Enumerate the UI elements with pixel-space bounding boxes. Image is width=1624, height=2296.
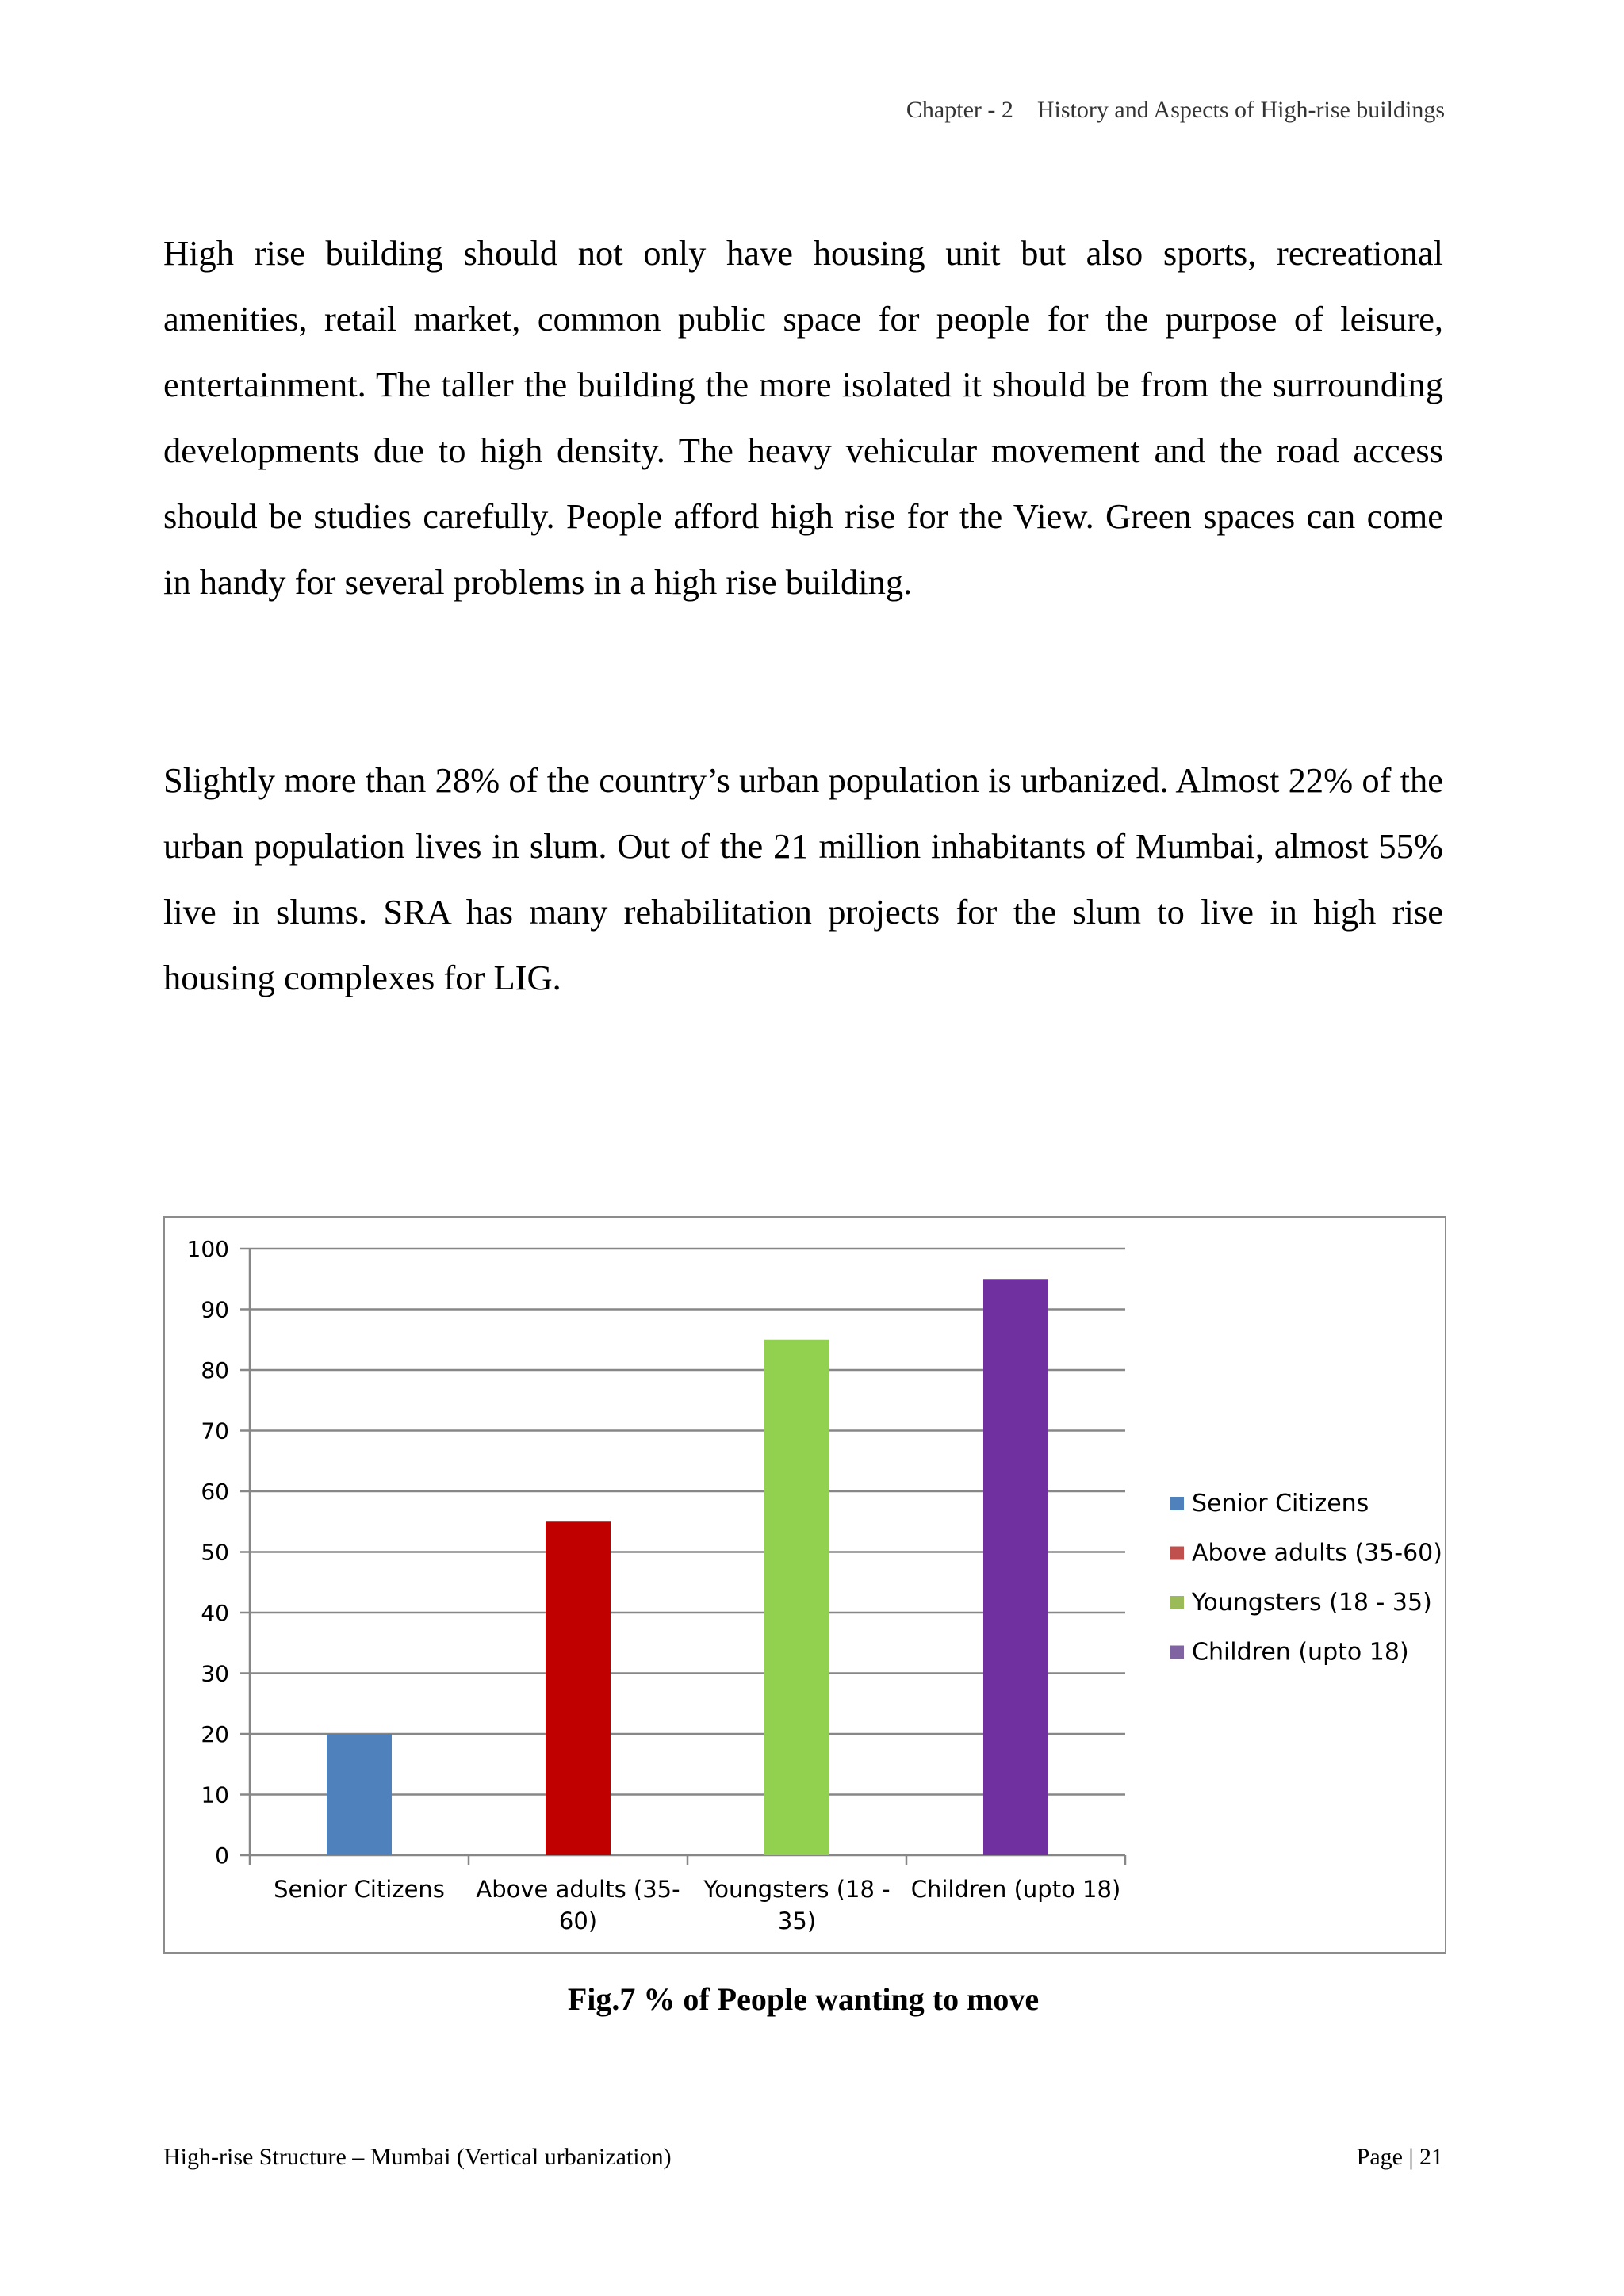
y-tick-label: 10 <box>201 1781 229 1808</box>
bar-chart-svg <box>165 1218 1444 1951</box>
bar-2 <box>546 1521 611 1855</box>
header-chapter: Chapter - 2 <box>906 97 1013 123</box>
x-tick-label: Above adults (35- <box>476 1876 680 1903</box>
header-title: History and Aspects of High-rise buildings <box>1036 97 1445 123</box>
running-header <box>163 97 1445 124</box>
y-tick-label: 60 <box>201 1479 229 1505</box>
legend-label: Senior Citizens <box>1192 1490 1369 1517</box>
body-paragraph-1: High rise building should not only have housing unit but also sports, recreational amenities, retail market, common public space for people for the purpose of leisure, entertainment. The taller the building the more isolated it should be from the surrounding developments due to high density. The heavy vehicular movement and the road access should be studies carefully. People afford high rise for the View. Green spaces can come in handy for several problems in a high rise building. <box>163 233 1443 602</box>
y-tick-label: 0 <box>215 1843 229 1869</box>
footer-title: High-rise Structure – Mumbai (Vertical urbanization) <box>163 2144 672 2170</box>
y-tick-label: 100 <box>186 1236 229 1262</box>
y-tick-label: 20 <box>201 1721 229 1747</box>
legend-swatch <box>1170 1547 1184 1560</box>
bar-chart <box>163 1216 1446 1954</box>
legend-swatch <box>1170 1646 1184 1659</box>
bar-1 <box>327 1734 392 1855</box>
y-tick-label: 50 <box>201 1539 229 1566</box>
y-tick-label: 30 <box>201 1660 229 1687</box>
legend-label: Youngsters (18 - 35) <box>1192 1589 1432 1617</box>
footer-page-number: Page | 21 <box>1356 2144 1443 2170</box>
bar-3 <box>764 1340 829 1855</box>
y-tick-label: 70 <box>201 1418 229 1445</box>
legend-label: Children (upto 18) <box>1192 1638 1409 1667</box>
body-paragraph-2: Slightly more than 28% of the country’s urban population is urbanized. Almost 22% of the urban population lives in slum. Out of the 21 million inhabitants of Mumbai, almost 55% live in slums. SRA has many rehabilitation projects for the slum to live in high rise housing complexes for LIG. <box>163 760 1443 997</box>
figure-caption: Fig.7 % of People wanting to move <box>567 1981 1040 2017</box>
x-tick-label: Children (upto 18) <box>910 1876 1121 1903</box>
legend-swatch <box>1170 1497 1184 1510</box>
x-tick-label: Senior Citizens <box>274 1876 445 1903</box>
legend-swatch <box>1170 1596 1184 1609</box>
x-tick-label: 60) <box>558 1908 598 1934</box>
y-tick-label: 90 <box>201 1296 229 1323</box>
x-tick-label: Youngsters (18 - <box>703 1876 891 1903</box>
y-tick-label: 80 <box>201 1357 229 1383</box>
y-tick-label: 40 <box>201 1600 229 1626</box>
legend-label: Above adults (35-60) <box>1192 1539 1442 1567</box>
x-tick-label: 35) <box>777 1908 817 1934</box>
bar-4 <box>983 1279 1048 1855</box>
